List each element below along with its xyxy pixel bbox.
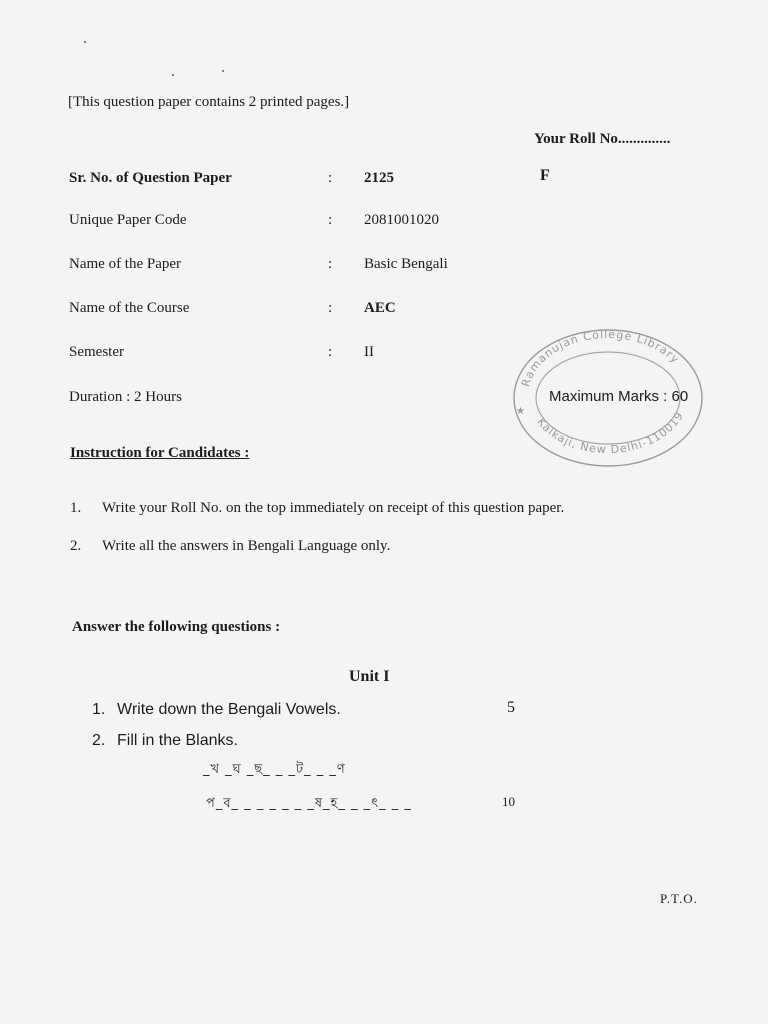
roll-number-field: Your Roll No.............. bbox=[534, 131, 671, 147]
scan-speck bbox=[172, 74, 174, 76]
detail-value-course: AEC bbox=[364, 300, 396, 316]
question-marks: 5 bbox=[507, 699, 515, 716]
svg-text:★: ★ bbox=[516, 406, 525, 417]
question-text: Write down the Bengali Vowels. bbox=[117, 701, 341, 718]
scan-speck bbox=[222, 70, 224, 72]
detail-colon: : bbox=[328, 170, 333, 186]
detail-label-serial: Sr. No. of Question Paper bbox=[69, 170, 232, 186]
detail-colon: : bbox=[328, 300, 333, 316]
detail-label-paper-name: Name of the Paper bbox=[69, 256, 182, 272]
svg-text:Ramanujan College Library bbox=[519, 328, 682, 388]
detail-value-semester: II bbox=[364, 344, 374, 360]
detail-colon: : bbox=[328, 212, 333, 228]
question-number: 2. bbox=[92, 732, 106, 749]
fill-blank-line: _খ _ঘ _ছ_ _ _ট_ _ _ণ bbox=[203, 762, 346, 777]
page-count-note: [This question paper contains 2 printed pages.] bbox=[68, 94, 350, 110]
question-text: Fill in the Blanks. bbox=[117, 732, 238, 749]
detail-value-paper-code: 2081001020 bbox=[364, 212, 439, 228]
detail-colon: : bbox=[328, 344, 333, 360]
instruction-number: 2. bbox=[70, 538, 82, 554]
instruction-item: Write all the answers in Bengali Language only. bbox=[102, 538, 391, 554]
set-letter: F bbox=[540, 167, 550, 184]
detail-value-serial: 2125 bbox=[364, 170, 394, 186]
instructions-heading: Instruction for Candidates : bbox=[70, 445, 250, 461]
fill-blank-line: প_ব_ _ _ _ _ _ _ষ_হ_ _ _ৎ_ _ _ bbox=[206, 796, 412, 811]
scan-speck bbox=[84, 41, 86, 43]
maximum-marks: Maximum Marks : 60 bbox=[549, 388, 689, 405]
unit-heading: Unit I bbox=[349, 668, 390, 685]
page-turn-note: P.T.O. bbox=[660, 891, 698, 906]
detail-label-course: Name of the Course bbox=[69, 300, 190, 316]
question-number: 1. bbox=[92, 701, 106, 718]
detail-label-paper-code: Unique Paper Code bbox=[69, 212, 187, 228]
question-marks: 10 bbox=[502, 794, 515, 809]
svg-text:Kalkaji, New Delhi-110019 bbox=[534, 409, 686, 456]
stamp-top-text: Ramanujan College Library bbox=[519, 327, 683, 389]
detail-colon: : bbox=[328, 256, 333, 272]
instruction-item: Write your Roll No. on the top immediately on receipt of this question paper. bbox=[102, 500, 565, 516]
stamp-bottom-text: Kalkaji, New Delhi-110019 bbox=[534, 409, 687, 457]
detail-label-semester: Semester bbox=[69, 344, 124, 360]
answer-heading: Answer the following questions : bbox=[72, 619, 281, 635]
detail-value-paper-name: Basic Bengali bbox=[364, 256, 448, 272]
instruction-number: 1. bbox=[70, 500, 82, 516]
detail-duration: Duration : 2 Hours bbox=[69, 389, 182, 405]
